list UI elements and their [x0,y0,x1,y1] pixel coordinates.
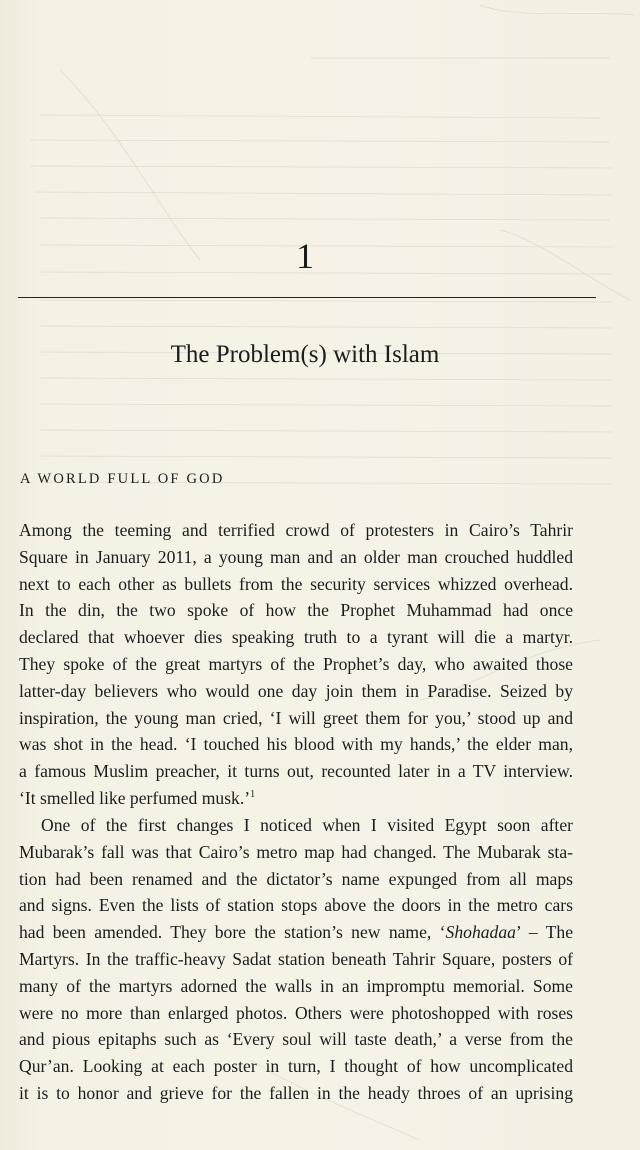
text-line: Martyrs. In the traffic-heavy Sadat station beneath Tahrir Square, posters of [19,948,573,969]
text-line-content: had been amended. They bore the station’s new name, ‘ [19,922,446,943]
footnote-marker[interactable]: 1 [250,789,256,801]
text-line: Among the teeming and terrified crowd of protesters in Cairo’s Tahrir [19,520,573,540]
text-line: tion had been renamed and the dictator’s name expunged from all maps [19,868,573,889]
text-line: One of the first changes I noticed when I visited Egypt soon after [41,815,573,835]
text-line [19,919,573,946]
text-line: latter-day believers who would one day join them in Paradise. Seized by [19,680,573,701]
text-line: and pious epitaphs such as ‘Every soul will taste death,’ a verse from the [19,1029,573,1050]
section-heading: A WORLD FULL OF GOD [20,471,225,487]
text-line-content: ‘It smelled like perfumed musk.’ [19,787,251,808]
chapter-title: The Problem(s) with Islam [170,341,440,368]
paragraph-2 [19,812,573,1107]
text-line: In the din, the two spoke of how the Prophet Muhammad had once [19,600,573,621]
text-line: Qur’an. Looking at each poster in turn, I thought of how uncomplicated [19,1056,573,1077]
italic-term: Shohadaa [445,922,516,943]
text-line [19,785,573,812]
chapter-divider-rule [18,297,596,298]
text-line: Square in January 2011, a young man and an older man crouched huddled [19,546,573,567]
text-line: were no more than enlarged photos. Others were photoshopped with roses [19,1002,573,1023]
text-line: was shot in the head. ‘I touched his blood with my hands,’ the elder man, [19,734,573,755]
paragraph-1 [19,517,573,812]
text-line: next to each other as bullets from the security services whizzed overhead. [19,573,573,594]
chapter-number: 1 [296,236,314,276]
text-line: They spoke of the great martyrs of the Prophet’s day, who awaited those [19,653,573,674]
text-line: a famous Muslim preacher, it turns out, recounted later in a TV interview. [19,761,573,782]
text-line: Mubarak’s fall was that Cairo’s metro map had changed. The Mubarak sta- [19,841,573,862]
text-line-tail: ’ – The [515,922,573,943]
text-line: declared that whoever dies speaking truth to a tyrant will die a martyr. [19,627,573,648]
text-line: many of the martyrs adorned the walls in an impromptu memorial. Some [19,975,573,996]
text-line: and signs. Even the lists of station stops above the doors in the metro cars [19,895,573,916]
text-line: it is to honor and grieve for the fallen in the heady throes of an uprising [19,1082,573,1103]
text-line: inspiration, the young man cried, ‘I will greet them for you,’ stood up and [19,707,573,728]
